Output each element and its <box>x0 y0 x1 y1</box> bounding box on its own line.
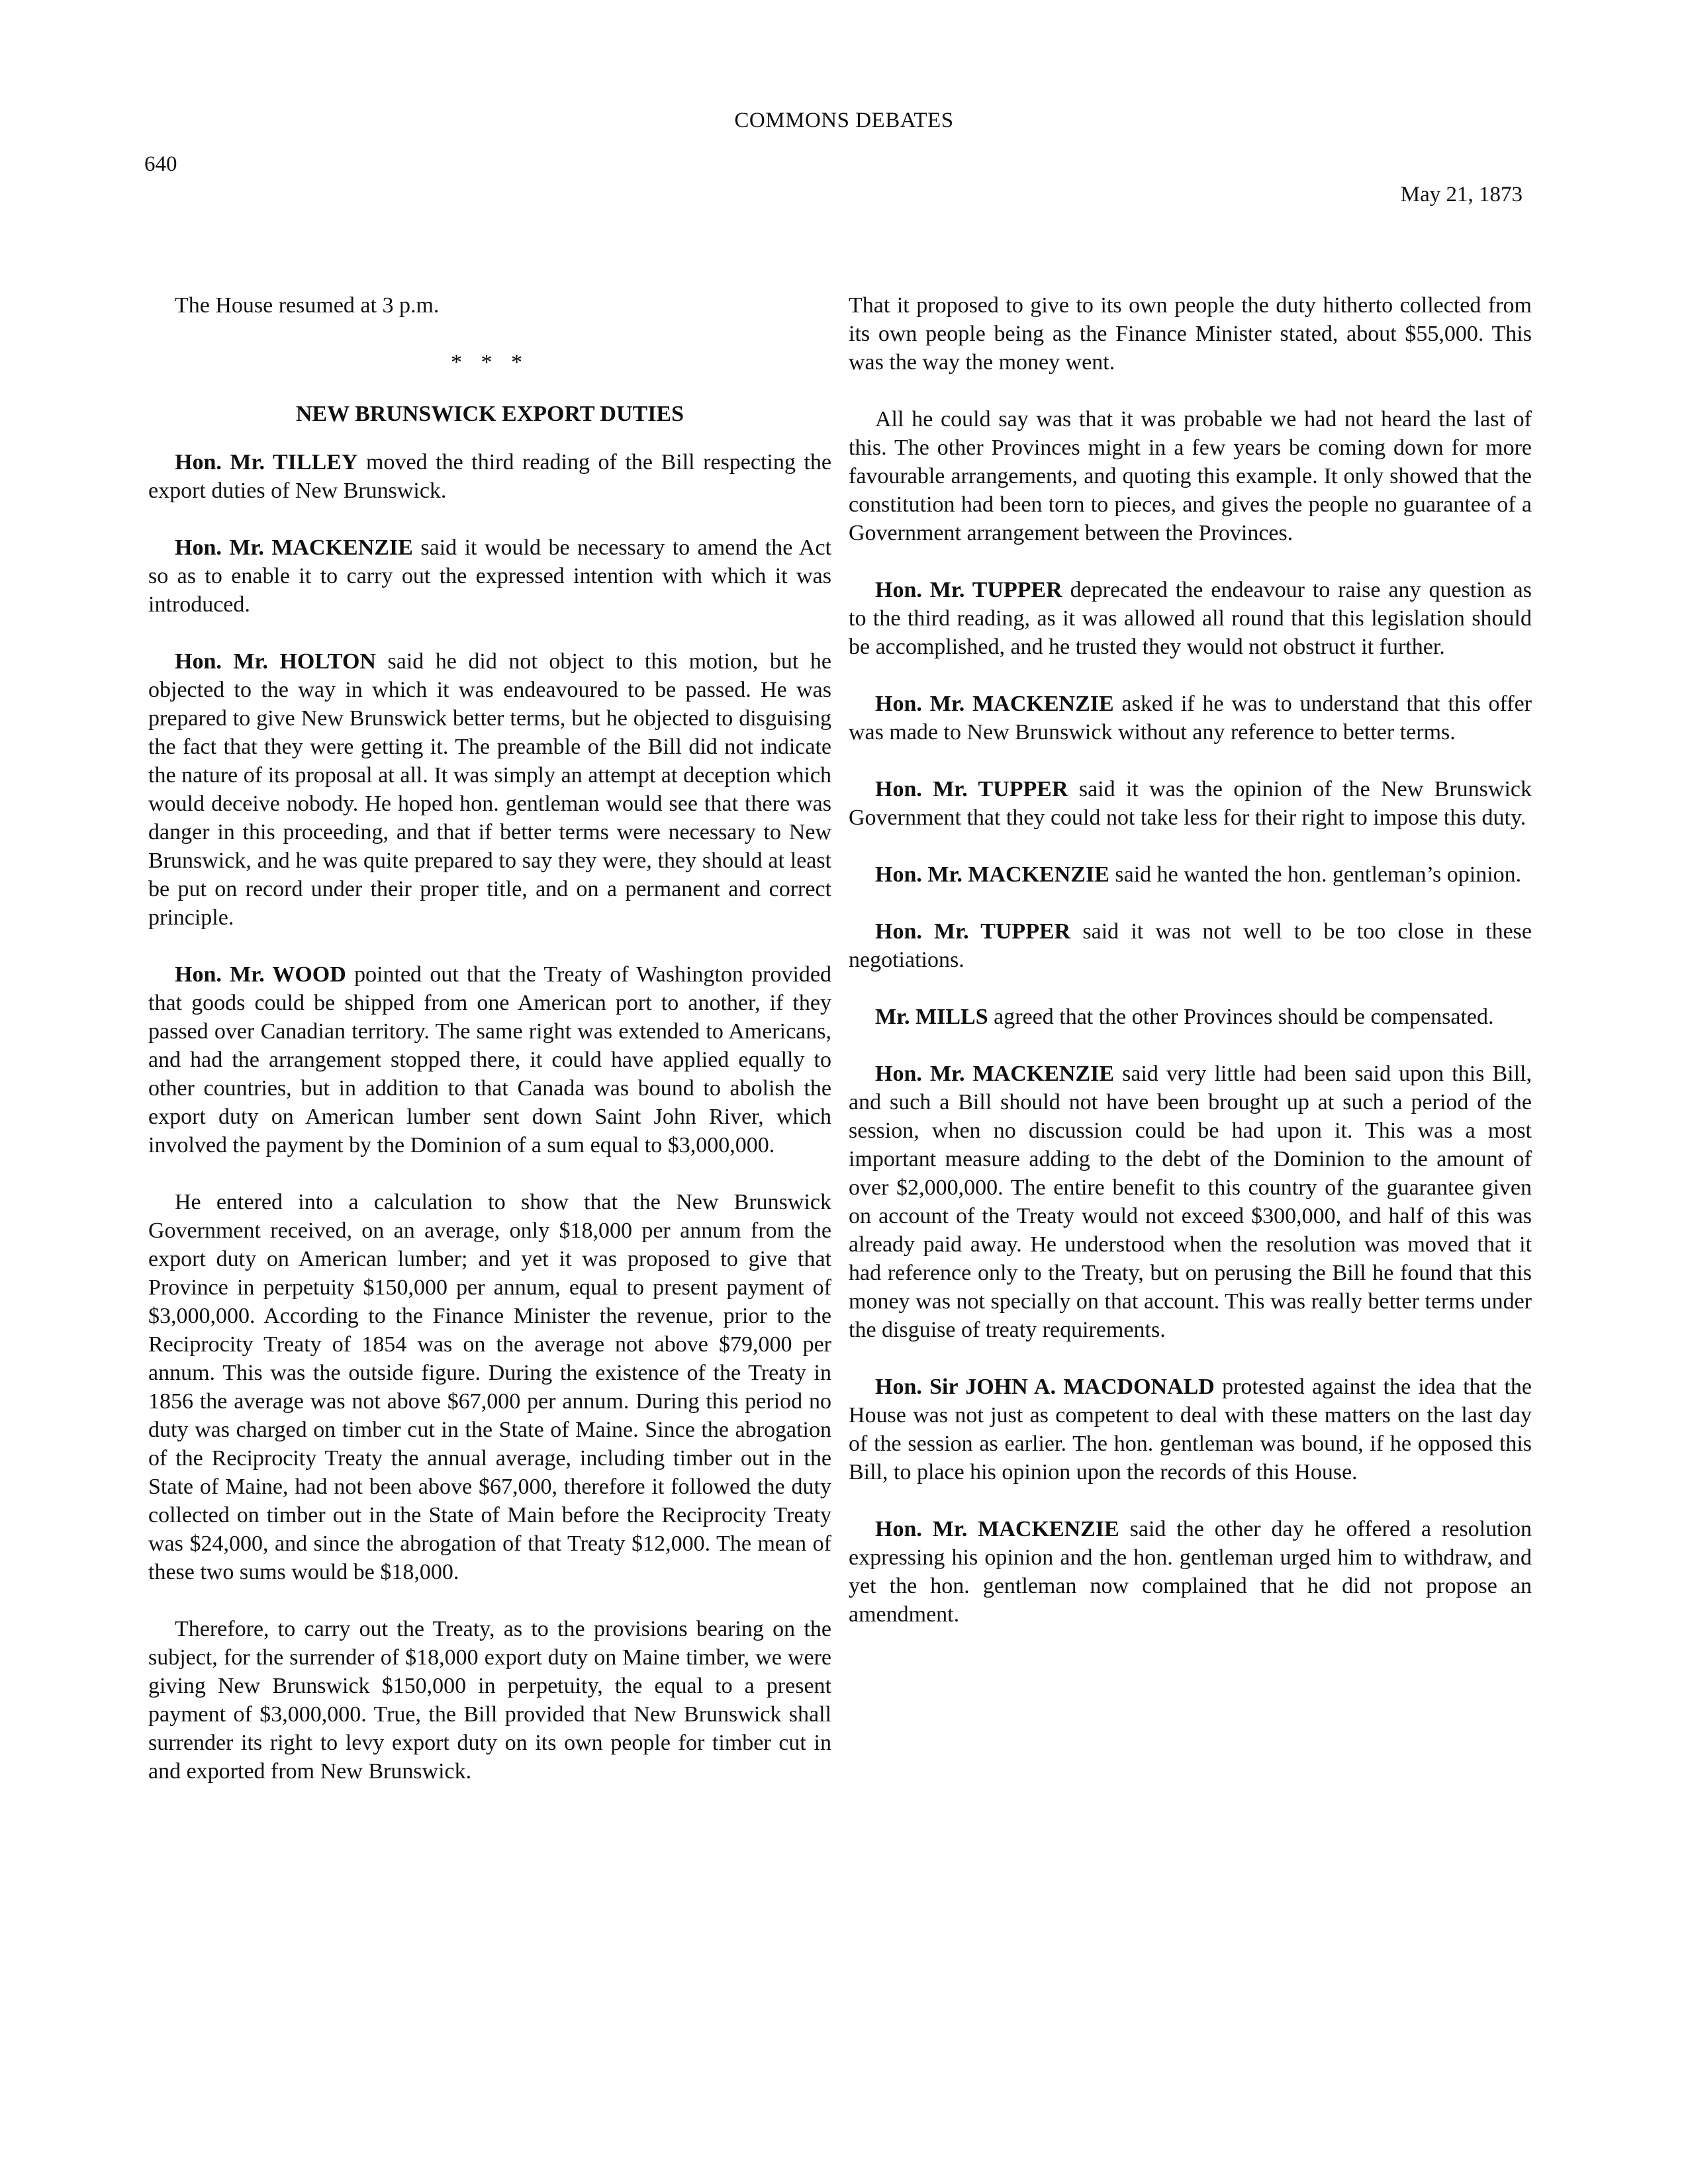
paragraph <box>849 1515 1532 1629</box>
paragraph <box>849 576 1532 661</box>
speaker-name: Hon. Sir JOHN A. MACDONALD <box>875 1375 1215 1399</box>
paragraph-text: said it would be necessary to amend the Act so as to enable it to carry out the expressed intention with which it was introduced. <box>148 535 831 617</box>
speaker-name: Hon. Mr. TUPPER <box>875 919 1071 944</box>
paragraph-text: said it was not well to be too close in these negotiations. <box>849 919 1532 972</box>
speaker-name: Hon. Mr. MACKENZIE <box>875 862 1109 887</box>
page-number: 640 <box>144 152 177 176</box>
paragraph <box>849 405 1532 547</box>
left-column <box>148 291 831 1814</box>
speaker-name: Hon. Mr. MACKENZIE <box>875 1062 1115 1086</box>
paragraph <box>148 960 831 1160</box>
paragraph-text: said the other day he offered a resolution expressing his opinion and the hon. gentleman urged him to withdraw, and yet the hon. gentleman now complained that he did not propose an amendment. <box>849 1517 1532 1627</box>
speaker-name: Hon. Mr. MACKENZIE <box>175 535 413 560</box>
section-separator: * * * <box>451 350 529 375</box>
paragraph <box>849 1060 1532 1344</box>
paragraph-text: agreed that the other Provinces should be compensated. <box>988 1005 1494 1029</box>
speaker-name: Hon. Mr. TUPPER <box>875 578 1062 602</box>
paragraph-text: said it was the opinion of the New Brunswick Government that they could not take less for their right to impose this duty. <box>849 777 1532 830</box>
paragraph-text: That it proposed to give to its own people the duty hitherto collected from its own people being as the Finance Minister stated, about $55,000. This was the way the money went. <box>849 293 1532 375</box>
paragraph-text: said very little had been said upon this Bill, and such a Bill should not have been brought up at such a period of the session, when no discussion could be had upon it. This was a most important measure adding to the debt of the Dominion to the amount of over $2,000,000. The entire benefit to this country of the guarantee given on account of the Treaty would not exceed $300,000, and half of this was already paid away. He understood when the resolution was moved that it had reference only to the Treaty, but on perusing the Bill he found that this money was not specially on that account. This was really better terms under the disguise of treaty requirements. <box>849 1062 1532 1342</box>
paragraph-text: protested against the idea that the House was not just as competent to deal with these matters on the last day of the session as earlier. The hon. gentleman was bound, if he opposed this Bill, to place his opinion upon the records of this House. <box>849 1375 1532 1484</box>
section-title: NEW BRUNSWICK EXPORT DUTIES <box>295 402 684 426</box>
speaker-name: Hon. Mr. MACKENZIE <box>875 692 1114 716</box>
paragraph-text: All he could say was that it was probable we had not heard the last of this. The other Provinces might in a few years be coming down for more favourable arrangements, and quoting this example. It only showed that the constitution had been torn to pieces, and gives the people no guarantee of a Government arrangement between the Provinces. <box>849 407 1532 545</box>
page-date: May 21, 1873 <box>1400 183 1523 206</box>
paragraph <box>849 1003 1532 1031</box>
paragraph <box>148 533 831 619</box>
paragraph <box>849 1373 1532 1486</box>
paragraph <box>849 917 1532 974</box>
paragraph-text: moved the third reading of the Bill respecting the export duties of New Brunswick. <box>148 450 831 503</box>
paragraph-text: pointed out that the Treaty of Washington provided that goods could be shipped from one American port to another, if they passed over Canadian territory. The same right was extended to Americans, and had the arrangement stopped there, it could have applied equally to other countries, but in addition to that Canada was bound to abolish the export duty on American lumber sent down Saint John River, which involved the payment by the Dominion of a sum equal to $3,000,000. <box>148 962 831 1158</box>
right-column <box>849 291 1532 1657</box>
speaker-name: Hon. Mr. WOOD <box>175 962 346 987</box>
paragraph <box>849 690 1532 747</box>
paragraph <box>849 291 1532 377</box>
paragraph <box>148 1615 831 1786</box>
paragraph <box>849 775 1532 832</box>
speaker-name: Hon. Mr. TILLEY <box>175 450 358 475</box>
paragraph <box>849 860 1532 889</box>
paragraph <box>148 647 831 932</box>
paragraph-text: He entered into a calculation to show that the New Brunswick Government received, on an average, only $18,000 per annum from the export duty on American lumber; and yet it was proposed to give that Province in perpetuity $150,000 per annum, equal to present payment of $3,000,000. According to the Finance Minister the revenue, prior to the Reciprocity Treaty of 1854 was on the average not above $79,000 per annum. This was the outside figure. During the existence of the Treaty in 1856 the average was not above $67,000 per annum. During this period no duty was charged on timber cut in the State of Maine. Since the abrogation of the Reciprocity Treaty the annual average, including timber out in the State of Maine, had not been above $67,000, therefore it followed the duty collected on timber out in the State of Main before the Reciprocity Treaty was $24,000, and since the abrogation of that Treaty $12,000. The mean of these two sums would be $18,000. <box>148 1190 831 1584</box>
speaker-name: Hon. Mr. MACKENZIE <box>875 1517 1119 1541</box>
speaker-name: Mr. MILLS <box>875 1005 988 1029</box>
paragraph <box>148 448 831 505</box>
paragraph-text: deprecated the endeavour to raise any question as to the third reading, as it was allowed all round that this legislation should be accomplished, and he trusted they would not obstruct it further. <box>849 578 1532 659</box>
paragraph-text: asked if he was to understand that this offer was made to New Brunswick without any reference to better terms. <box>849 692 1532 745</box>
paragraph <box>148 1188 831 1586</box>
paragraph-text: said he wanted the hon. gentleman’s opinion. <box>1109 862 1522 887</box>
speaker-name: Hon. Mr. TUPPER <box>875 777 1068 801</box>
running-title: COMMONS DEBATES <box>734 109 954 132</box>
opening-line: The House resumed at 3 p.m. <box>175 293 440 318</box>
paragraph-text: said he did not object to this motion, but he objected to the way in which it was endeavoured to be passed. He was prepared to give New Brunswick better terms, but he objected to disguising the fact that they were getting it. The preamble of the Bill did not indicate the nature of its proposal at all. It was simply an attempt at deception which would deceive nobody. He hoped hon. gentleman would see that there was danger in this proceeding, and that if better terms were necessary to New Brunswick, and he was quite prepared to say they were, they should at least be put on record under their proper title, and on a permanent and correct principle. <box>148 649 831 930</box>
speaker-name: Hon. Mr. HOLTON <box>175 649 376 674</box>
paragraph-text: Therefore, to carry out the Treaty, as to the provisions bearing on the subject, for the surrender of $18,000 export duty on Maine timber, we were giving New Brunswick $150,000 in perpetuity, the equal to a present payment of $3,000,000. True, the Bill provided that New Brunswick shall surrender its right to levy export duty on its own people for timber cut in and exported from New Brunswick. <box>148 1617 831 1784</box>
